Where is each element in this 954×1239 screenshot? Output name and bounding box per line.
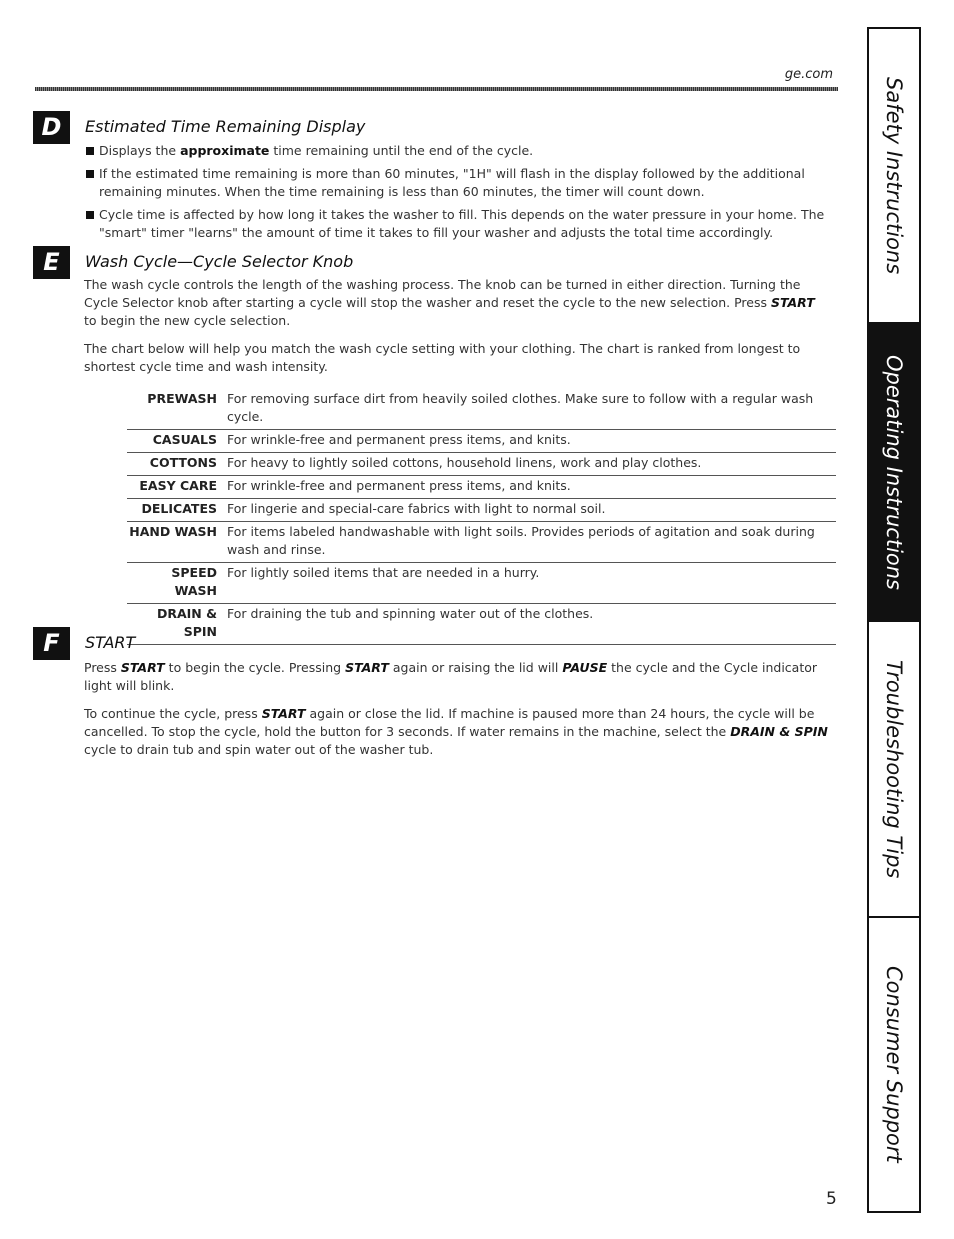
section-e-intro: The wash cycle controls the length of the washing process. The knob can be turned in either direction. Turning the Cycle Selector knob after starting a cycle will stop the washer and reset the cycle to the new selection. Press START to begin the new cycle selection. [84, 277, 815, 328]
cycle-chart [127, 389, 836, 645]
cycle-description: For lingerie and special-care fabrics with light to normal soil. [227, 499, 836, 522]
tab-consumer-support[interactable]: Consumer Support [882, 966, 906, 1163]
cycle-row [127, 522, 836, 563]
page-number: 5 [826, 1189, 837, 1209]
section-f-para-2: To continue the cycle, press START again or close the lid. If machine is paused more than 24 hours, the cycle will be cancelled. To stop the cycle, hold the button for 3 seconds. If water remains in the machine, select the DRAIN & SPIN cycle to drain tub and spin water out of the washer tub. [84, 706, 828, 757]
cycle-name: EASY CARE [127, 476, 227, 499]
section-d-title: Estimated Time Remaining Display [85, 117, 366, 136]
cycle-row [127, 476, 836, 499]
cycle-description: For wrinkle-free and permanent press items, and knits. [227, 476, 836, 499]
cycle-description: For removing surface dirt from heavily soiled clothes. Make sure to follow with a regular wash cycle. [227, 389, 836, 430]
tab-operating-instructions[interactable]: Operating Instructions [869, 322, 919, 622]
section-e-chart-intro: The chart below will help you match the wash cycle setting with your clothing. The chart is ranked from longest to shortest cycle time and wash intensity. [84, 341, 801, 374]
site-url: ge.com [784, 67, 833, 82]
cycle-row [127, 453, 836, 476]
tab-safety-instructions[interactable]: Safety Instructions [882, 76, 906, 275]
section-d-bullets [84, 142, 836, 247]
cycle-name: CASUALS [127, 430, 227, 453]
bullet-item: If the estimated time remaining is more than 60 minutes, "1H" will flash in the display followed by the additional remaining minutes. When the time remaining is less than 60 minutes, the timer will count down. [84, 165, 836, 201]
cycle-name: DELICATES [127, 499, 227, 522]
bullet-item: Cycle time is affected by how long it takes the washer to fill. This depends on the water pressure in your home. The "smart" timer "learns" the amount of time it takes to fill your washer and adjusts the total time accordingly. [84, 206, 836, 242]
tab-troubleshooting-tips[interactable]: Troubleshooting Tips [882, 660, 906, 879]
section-f-para-1: Press START to begin the cycle. Pressing START again or raising the lid will PAUSE the cycle and the Cycle indicator light will blink. [84, 660, 818, 693]
section-f-title: START [85, 633, 136, 652]
cycle-name: PREWASH [127, 389, 227, 430]
section-tabs [867, 27, 921, 1213]
header-rule [35, 87, 838, 91]
section-f-marker: F [33, 627, 70, 660]
cycle-description: For wrinkle-free and permanent press items, and knits. [227, 430, 836, 453]
cycle-row [127, 389, 836, 430]
cycle-row [127, 604, 836, 645]
cycle-row [127, 499, 836, 522]
section-e-marker: E [33, 246, 70, 279]
cycle-row [127, 430, 836, 453]
cycle-description: For lightly soiled items that are needed in a hurry. [227, 563, 836, 604]
cycle-name: DRAIN & SPIN [127, 604, 227, 645]
bullet-item: Displays the approximate time remaining until the end of the cycle. [84, 142, 836, 160]
cycle-name: HAND WASH [127, 522, 227, 563]
cycle-description: For draining the tub and spinning water out of the clothes. [227, 604, 836, 645]
cycle-name: SPEED WASH [127, 563, 227, 604]
cycle-name: COTTONS [127, 453, 227, 476]
cycle-description: For heavy to lightly soiled cottons, household linens, work and play clothes. [227, 453, 836, 476]
cycle-row [127, 563, 836, 604]
section-d-marker: D [33, 111, 70, 144]
section-e-title: Wash Cycle—Cycle Selector Knob [85, 252, 354, 271]
cycle-description: For items labeled handwashable with light soils. Provides periods of agitation and soak during wash and rinse. [227, 522, 836, 563]
